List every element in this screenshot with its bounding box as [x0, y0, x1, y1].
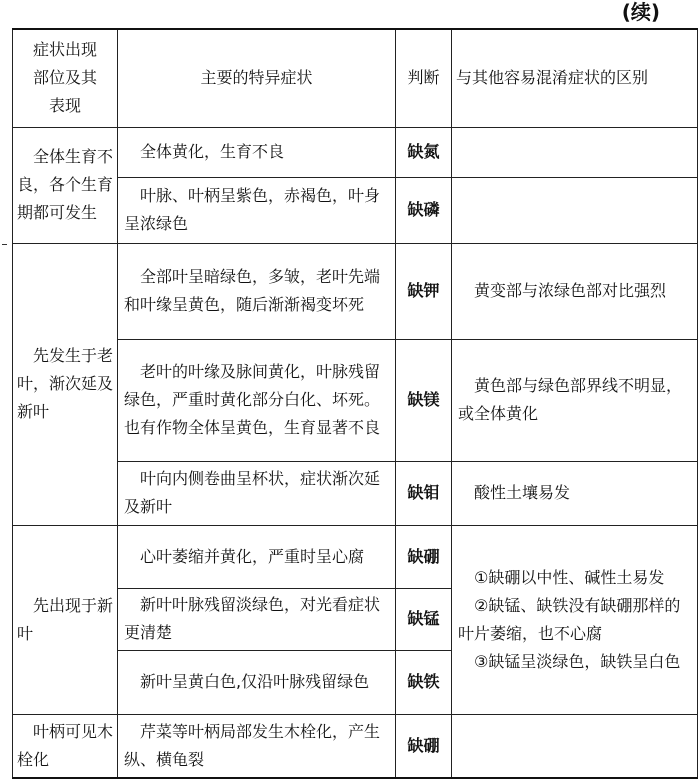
symptom-cell: 全部叶呈暗绿色，多皱，老叶先端和叶缘呈黄色，随后渐渐褐变坏死	[118, 243, 396, 339]
distinction-line: ②缺锰、缺铁没有缺硼那样的叶片萎缩，也不心腐	[458, 595, 681, 643]
header-location: 症状出现部位及其表现	[13, 29, 118, 127]
continued-label: (续)	[621, 0, 660, 24]
symptom-cell: 老叶的叶缘及脉间黄化，叶脉残留绿色，严重时黄化部分白化、坏死。也有作物全体呈黄色，生育显著不良	[118, 339, 396, 461]
judgment-cell: 缺氮	[396, 127, 452, 177]
judgment-cell: 缺铁	[396, 650, 452, 714]
location-cell: 先发生于老叶，渐次延及新叶	[13, 243, 118, 525]
margin-mark	[2, 244, 7, 245]
judgment-cell: 缺锰	[396, 588, 452, 650]
header-distinction: 与其他容易混淆症状的区别	[452, 29, 698, 127]
header-row	[13, 29, 698, 127]
judgment-cell: 缺硼	[396, 525, 452, 588]
judgment-cell: 缺磷	[396, 177, 452, 243]
symptom-cell: 芹菜等叶柄局部发生木栓化，产生纵、横龟裂	[118, 714, 396, 778]
header-judgment: 判断	[396, 29, 452, 127]
table-row	[13, 243, 698, 339]
header-symptom: 主要的特异症状	[118, 29, 396, 127]
distinction-cell	[452, 127, 698, 177]
table-row	[13, 714, 698, 778]
table-row	[13, 127, 698, 177]
symptom-cell: 全体黄化，生育不良	[118, 127, 396, 177]
distinction-cell: 黄色部与绿色部界线不明显，或全体黄化	[452, 339, 698, 461]
distinction-cell	[452, 714, 698, 778]
judgment-cell: 缺镁	[396, 339, 452, 461]
symptom-cell: 新叶叶脉残留淡绿色，对光看症状更清楚	[118, 588, 396, 650]
symptom-cell: 叶脉、叶柄呈紫色，赤褐色，叶身呈浓绿色	[118, 177, 396, 243]
symptom-cell: 心叶萎缩并黄化，严重时呈心腐	[118, 525, 396, 588]
table-row	[13, 525, 698, 588]
distinction-cell: 黄变部与浓绿色部对比强烈	[452, 243, 698, 339]
distinction-line: ③缺锰呈淡绿色，缺铁呈白色	[474, 651, 681, 671]
distinction-line: ①缺硼以中性、碱性土易发	[474, 567, 665, 587]
symptom-cell: 新叶呈黄白色,仅沿叶脉残留绿色	[118, 650, 396, 714]
symptom-cell: 叶向内侧卷曲呈杯状，症状渐次延及新叶	[118, 461, 396, 525]
deficiency-symptom-table	[12, 28, 698, 779]
location-cell: 叶柄可见木栓化	[13, 714, 118, 778]
judgment-cell: 缺钾	[396, 243, 452, 339]
judgment-cell: 缺硼	[396, 714, 452, 778]
location-cell: 全体生育不良，各个生育期都可发生	[13, 127, 118, 243]
judgment-cell: 缺钼	[396, 461, 452, 525]
distinction-cell	[452, 525, 698, 714]
distinction-cell: 酸性土壤易发	[452, 461, 698, 525]
distinction-cell	[452, 177, 698, 243]
location-cell: 先出现于新叶	[13, 525, 118, 714]
